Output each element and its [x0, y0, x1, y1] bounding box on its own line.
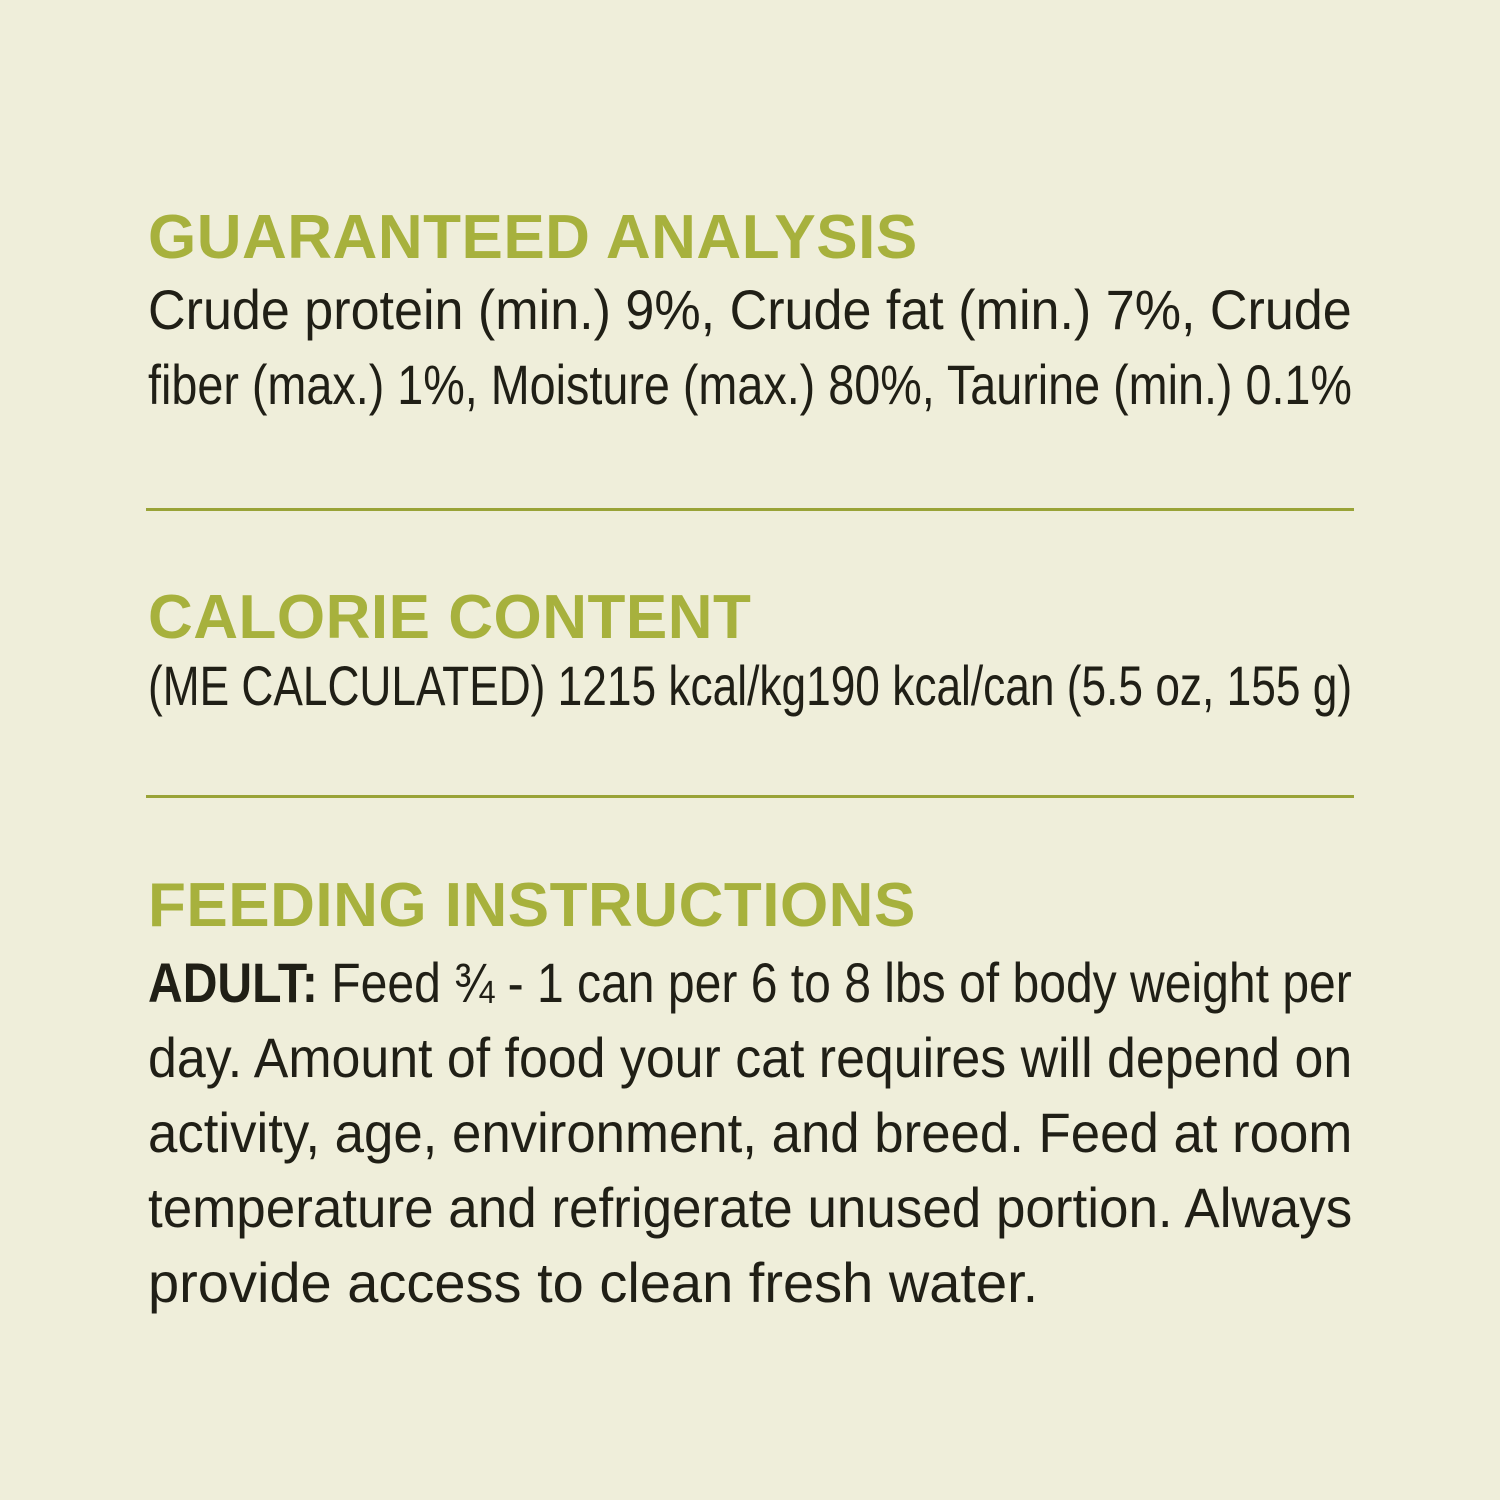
section-divider: [146, 508, 1354, 511]
feeding-line-5: provide access to clean fresh water.: [148, 1251, 1039, 1314]
analysis-line-2: fiber (max.) 1%, Moisture (max.) 80%, Taurine (min.) 0.1%: [148, 353, 1352, 416]
guaranteed-analysis-title: GUARANTEED ANALYSIS: [148, 203, 918, 272]
calorie-content-text: [148, 648, 1352, 723]
feeding-line-4: temperature and refrigerate unused portion. Always: [148, 1176, 1353, 1239]
feeding-line-3: activity, age, environment, and breed. Feed at room: [148, 1101, 1353, 1164]
feeding-line-1: ADULT: Feed ¾ - 1 can per 6 to 8 lbs of body weight per: [148, 951, 1352, 1014]
feeding-line-2: day. Amount of food your cat requires will depend on: [148, 1026, 1353, 1089]
adult-label: ADULT:: [148, 951, 318, 1014]
guaranteed-analysis-text: [148, 272, 1352, 422]
section-divider: [146, 795, 1354, 798]
feeding-instructions-title: FEEDING INSTRUCTIONS: [148, 871, 916, 940]
calorie-content-title: CALORIE CONTENT: [148, 583, 752, 652]
analysis-line-1: Crude protein (min.) 9%, Crude fat (min.) 7%, Crude: [148, 278, 1352, 341]
feeding-instructions-text: [148, 945, 1352, 1320]
calorie-line-1: (ME CALCULATED) 1215 kcal/kg190 kcal/can (5.5 oz, 155 g): [148, 654, 1353, 717]
